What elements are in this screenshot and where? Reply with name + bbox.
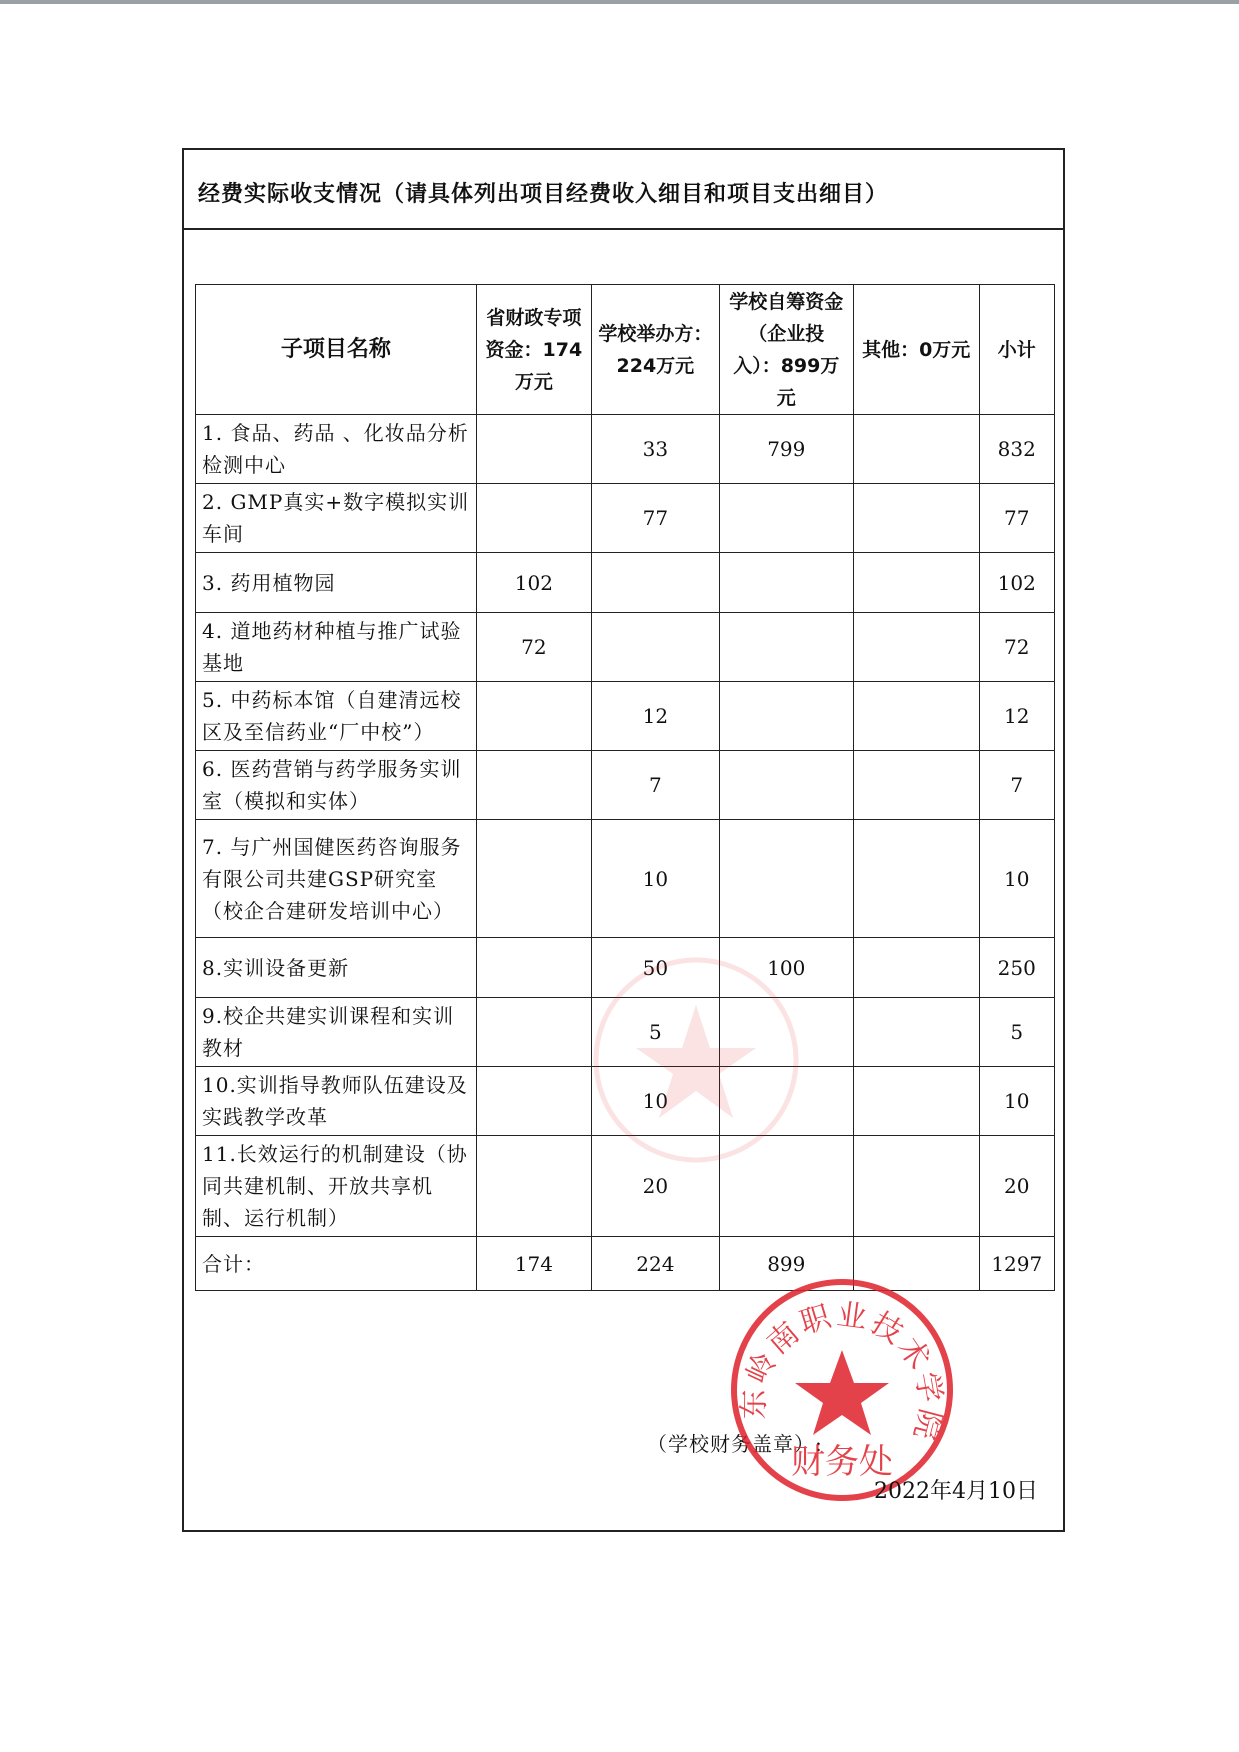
col-header-school: 学校举办方：224万元 <box>591 285 719 415</box>
cell-self-raised <box>719 553 853 613</box>
cell-other <box>853 613 979 682</box>
cell-self-raised <box>719 820 853 938</box>
col-header-self-raised: 学校自筹资金（企业投入）：899万元 <box>719 285 853 415</box>
cell-self-raised: 799 <box>719 415 853 484</box>
cell-school: 7 <box>591 751 719 820</box>
sub-project-name: 6. 医药营销与药学服务实训室（模拟和实体） <box>196 751 477 820</box>
cell-other <box>853 938 979 998</box>
cell-subtotal: 7 <box>979 751 1054 820</box>
cell-provincial <box>476 415 591 484</box>
cell-other <box>853 998 979 1067</box>
cell-provincial: 72 <box>476 613 591 682</box>
cell-subtotal: 832 <box>979 415 1054 484</box>
faded-stamp-mark <box>586 950 806 1170</box>
cell-school: 50 <box>591 938 719 998</box>
finance-office-seal <box>727 1275 957 1505</box>
cell-other <box>853 484 979 553</box>
cell-other <box>853 682 979 751</box>
cell-school: 20 <box>591 1136 719 1237</box>
section-heading: 经费实际收支情况（请具体列出项目经费收入细目和项目支出细目） <box>184 150 1063 230</box>
cell-school: 5 <box>591 998 719 1067</box>
cell-school: 12 <box>591 682 719 751</box>
cell-self-raised <box>719 682 853 751</box>
sub-project-name: 2. GMP真实+数字模拟实训车间 <box>196 484 477 553</box>
seal-star-icon <box>795 1350 889 1435</box>
sub-project-name: 4. 道地药材种植与推广试验基地 <box>196 613 477 682</box>
header-row <box>196 285 1055 415</box>
total-self-raised: 899 <box>719 1237 853 1291</box>
cell-provincial <box>476 484 591 553</box>
sub-project-name: 1. 食品、药品 、化妆品分析检测中心 <box>196 415 477 484</box>
cell-other <box>853 553 979 613</box>
cell-other <box>853 820 979 938</box>
table-row <box>196 751 1055 820</box>
cell-self-raised <box>719 613 853 682</box>
sub-project-name: 7. 与广州国健医药咨询服务有限公司共建GSP研究室（校企合建研发培训中心） <box>196 820 477 938</box>
col-header-other: 其他：0万元 <box>853 285 979 415</box>
cell-provincial <box>476 998 591 1067</box>
document-date: 2022年4月10日 <box>874 1479 1038 1504</box>
cell-school: 10 <box>591 820 719 938</box>
cell-subtotal: 72 <box>979 613 1054 682</box>
cell-subtotal: 5 <box>979 998 1054 1067</box>
cell-subtotal: 20 <box>979 1136 1054 1237</box>
seal-caption: （学校财务盖章）: <box>647 1432 823 1456</box>
table-row <box>196 682 1055 751</box>
col-header-subtotal: 小计 <box>979 285 1054 415</box>
cell-other <box>853 751 979 820</box>
cell-subtotal: 12 <box>979 682 1054 751</box>
total-subtotal: 1297 <box>979 1237 1054 1291</box>
seal-center-text: 财务处 <box>791 1442 893 1482</box>
cell-school: 77 <box>591 484 719 553</box>
cell-provincial <box>476 682 591 751</box>
table-row <box>196 820 1055 938</box>
cell-other <box>853 1136 979 1237</box>
total-label: 合计： <box>196 1237 477 1291</box>
cell-provincial <box>476 751 591 820</box>
scan-top-edge <box>0 0 1239 4</box>
cell-provincial <box>476 820 591 938</box>
cell-self-raised <box>719 751 853 820</box>
cell-provincial <box>476 1067 591 1136</box>
col-header-name: 子项目名称 <box>196 285 477 415</box>
table-row <box>196 553 1055 613</box>
cell-other <box>853 415 979 484</box>
total-provincial: 174 <box>476 1237 591 1291</box>
cell-school <box>591 553 719 613</box>
table-row <box>196 484 1055 553</box>
cell-school <box>591 613 719 682</box>
total-school: 224 <box>591 1237 719 1291</box>
cell-self-raised <box>719 484 853 553</box>
cell-subtotal: 77 <box>979 484 1054 553</box>
cell-subtotal: 102 <box>979 553 1054 613</box>
table-row <box>196 613 1055 682</box>
seal-ring-text: 东岭南职业技术学院 <box>736 1297 949 1447</box>
cell-self-raised: 100 <box>719 938 853 998</box>
table-row <box>196 415 1055 484</box>
sub-project-name: 3. 药用植物园 <box>196 553 477 613</box>
sub-project-name: 8.实训设备更新 <box>196 938 477 998</box>
cell-provincial <box>476 938 591 998</box>
cell-other <box>853 1067 979 1136</box>
sub-project-name: 5. 中药标本馆（自建清远校区及至信药业“厂中校”） <box>196 682 477 751</box>
cell-provincial <box>476 1136 591 1237</box>
sub-project-name: 9.校企共建实训课程和实训教材 <box>196 998 477 1067</box>
sub-project-name: 10.实训指导教师队伍建设及实践教学改革 <box>196 1067 477 1136</box>
cell-subtotal: 250 <box>979 938 1054 998</box>
cell-provincial: 102 <box>476 553 591 613</box>
cell-subtotal: 10 <box>979 1067 1054 1136</box>
cell-school: 33 <box>591 415 719 484</box>
cell-subtotal: 10 <box>979 820 1054 938</box>
sub-project-name: 11.长效运行的机制建设（协同共建机制、开放共享机制、运行机制） <box>196 1136 477 1237</box>
cell-school: 10 <box>591 1067 719 1136</box>
col-header-provincial: 省财政专项资金：174万元 <box>476 285 591 415</box>
